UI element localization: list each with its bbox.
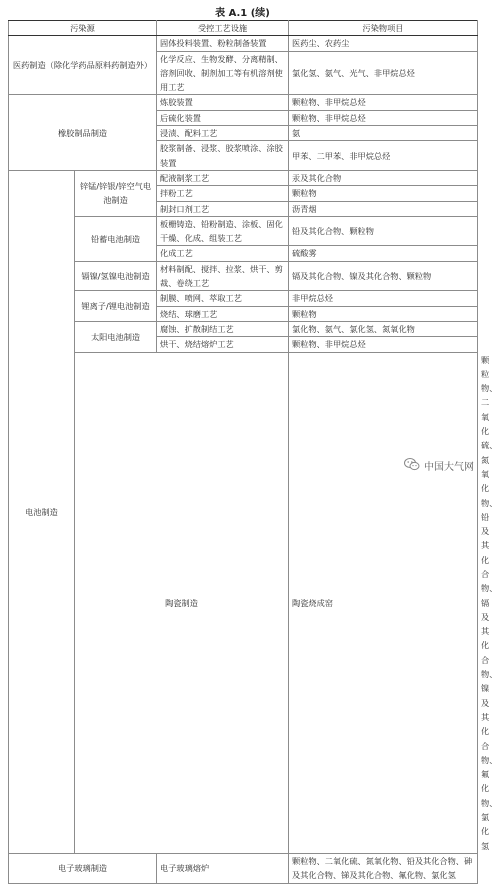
process-cell: 陶瓷烧成窑 — [289, 352, 478, 853]
process-cell: 化学反应、生物发酵、分离精制、溶剂回收、制剂加工等有机溶剂使用工艺 — [157, 51, 289, 95]
table-row — [9, 321, 478, 336]
subsource-cell: 铅蓄电池制造 — [75, 216, 157, 261]
pollution-source-table — [8, 20, 497, 884]
pollutant-cell: 颗粒物、非甲烷总烃 — [289, 337, 478, 352]
pollutant-cell: 甲苯、二甲苯、非甲烷总烃 — [289, 141, 478, 171]
table-row — [9, 291, 478, 306]
wechat-icon — [404, 456, 420, 475]
pollutant-cell: 非甲烷总烃 — [289, 291, 478, 306]
table-title: 表 A.1 (续) — [215, 8, 270, 19]
process-cell: 制封口剂工艺 — [157, 201, 289, 216]
source-cell: 陶瓷制造 — [75, 352, 289, 853]
pollutant-cell: 氯化物、氨气、氯化氢、氮氧化物 — [289, 321, 478, 336]
process-cell: 配液制浆工艺 — [157, 170, 289, 185]
pollutant-cell: 颗粒物、非甲烷总烃 — [289, 95, 478, 110]
pollutant-cell: 颗粒物、二氧化硫、氮氧化物、铅及其化合物、砷及其化合物、锑及其化合物、氟化物、氯化氢 — [289, 853, 478, 883]
process-cell: 制膜、喷网、萃取工艺 — [157, 291, 289, 306]
table-row — [9, 95, 478, 110]
table-row — [9, 36, 478, 51]
subsource-cell: 锂离子/锂电池制造 — [75, 291, 157, 322]
process-cell: 烧结、球磨工艺 — [157, 306, 289, 321]
source-cell: 电池制造 — [9, 170, 75, 853]
process-cell: 固体投料装置、粉粒制备装置 — [157, 36, 289, 51]
table-row — [9, 170, 478, 185]
pollutant-cell: 颗粒物 — [289, 306, 478, 321]
process-cell: 电子玻璃熔炉 — [157, 853, 289, 883]
process-cell: 后硫化装置 — [157, 110, 289, 125]
header-pollutants: 污染物项目 — [289, 21, 478, 36]
table-row — [9, 261, 478, 291]
table-row — [9, 853, 478, 883]
pollutant-cell: 氯化氢、氨气、光气、非甲烷总烃 — [289, 51, 478, 95]
pollutant-cell: 氨 — [289, 126, 478, 141]
process-cell: 浸渍、配料工艺 — [157, 126, 289, 141]
source-cell: 医药制造（除化学药品原料药制造外） — [9, 36, 157, 95]
source-cell: 电子玻璃制造 — [9, 853, 157, 883]
pollutant-cell: 颗粒物、非甲烷总烃 — [289, 110, 478, 125]
table-row: 陶瓷制造 陶瓷烧成窑 颗粒物、二氧化硫、氮氧化物、铅及其化合物、镉及其化合物、镍及其化合物、氟化物、氯化氢 — [9, 352, 478, 853]
process-cell: 腐蚀、扩散制结工艺 — [157, 321, 289, 336]
process-cell: 拌粉工艺 — [157, 186, 289, 201]
pollutant-cell: 汞及其化合物 — [289, 170, 478, 185]
pollutant-cell: 镉及其化合物、镍及其化合物、颗粒物 — [289, 261, 478, 291]
process-cell: 炼胶装置 — [157, 95, 289, 110]
subsource-cell: 锌锰/锌银/锌空气电池制造 — [75, 170, 157, 216]
watermark-text: 中国大气网 — [424, 462, 474, 473]
table-row — [9, 216, 478, 246]
process-cell: 化成工艺 — [157, 246, 289, 261]
process-cell: 胶浆制备、浸浆、胶浆喷涂、涂胶装置 — [157, 141, 289, 171]
pollutant-cell: 铅及其化合物、颗粒物 — [289, 216, 478, 246]
subsource-cell: 镉镍/氢镍电池制造 — [75, 261, 157, 291]
header-source: 污染源 — [9, 21, 157, 36]
subsource-cell: 太阳电池制造 — [75, 321, 157, 352]
process-cell: 烘干、烧结熔炉工艺 — [157, 337, 289, 352]
process-cell: 材料制配、搅拌、拉浆、烘干、剪裁、卷绕工艺 — [157, 261, 289, 291]
source-cell: 橡胶制品制造 — [9, 95, 157, 170]
pollutant-cell: 沥青烟 — [289, 201, 478, 216]
watermark — [401, 455, 477, 476]
process-cell: 板栅铸造、铅粉制造、涂板、固化干燥、化成、组装工艺 — [157, 216, 289, 246]
table-header-row — [9, 21, 478, 36]
pollutant-cell: 医药尘、农药尘 — [289, 36, 478, 51]
header-process: 受控工艺设施 — [157, 21, 289, 36]
pollutant-cell: 颗粒物 — [289, 186, 478, 201]
pollutant-cell: 硫酸雾 — [289, 246, 478, 261]
